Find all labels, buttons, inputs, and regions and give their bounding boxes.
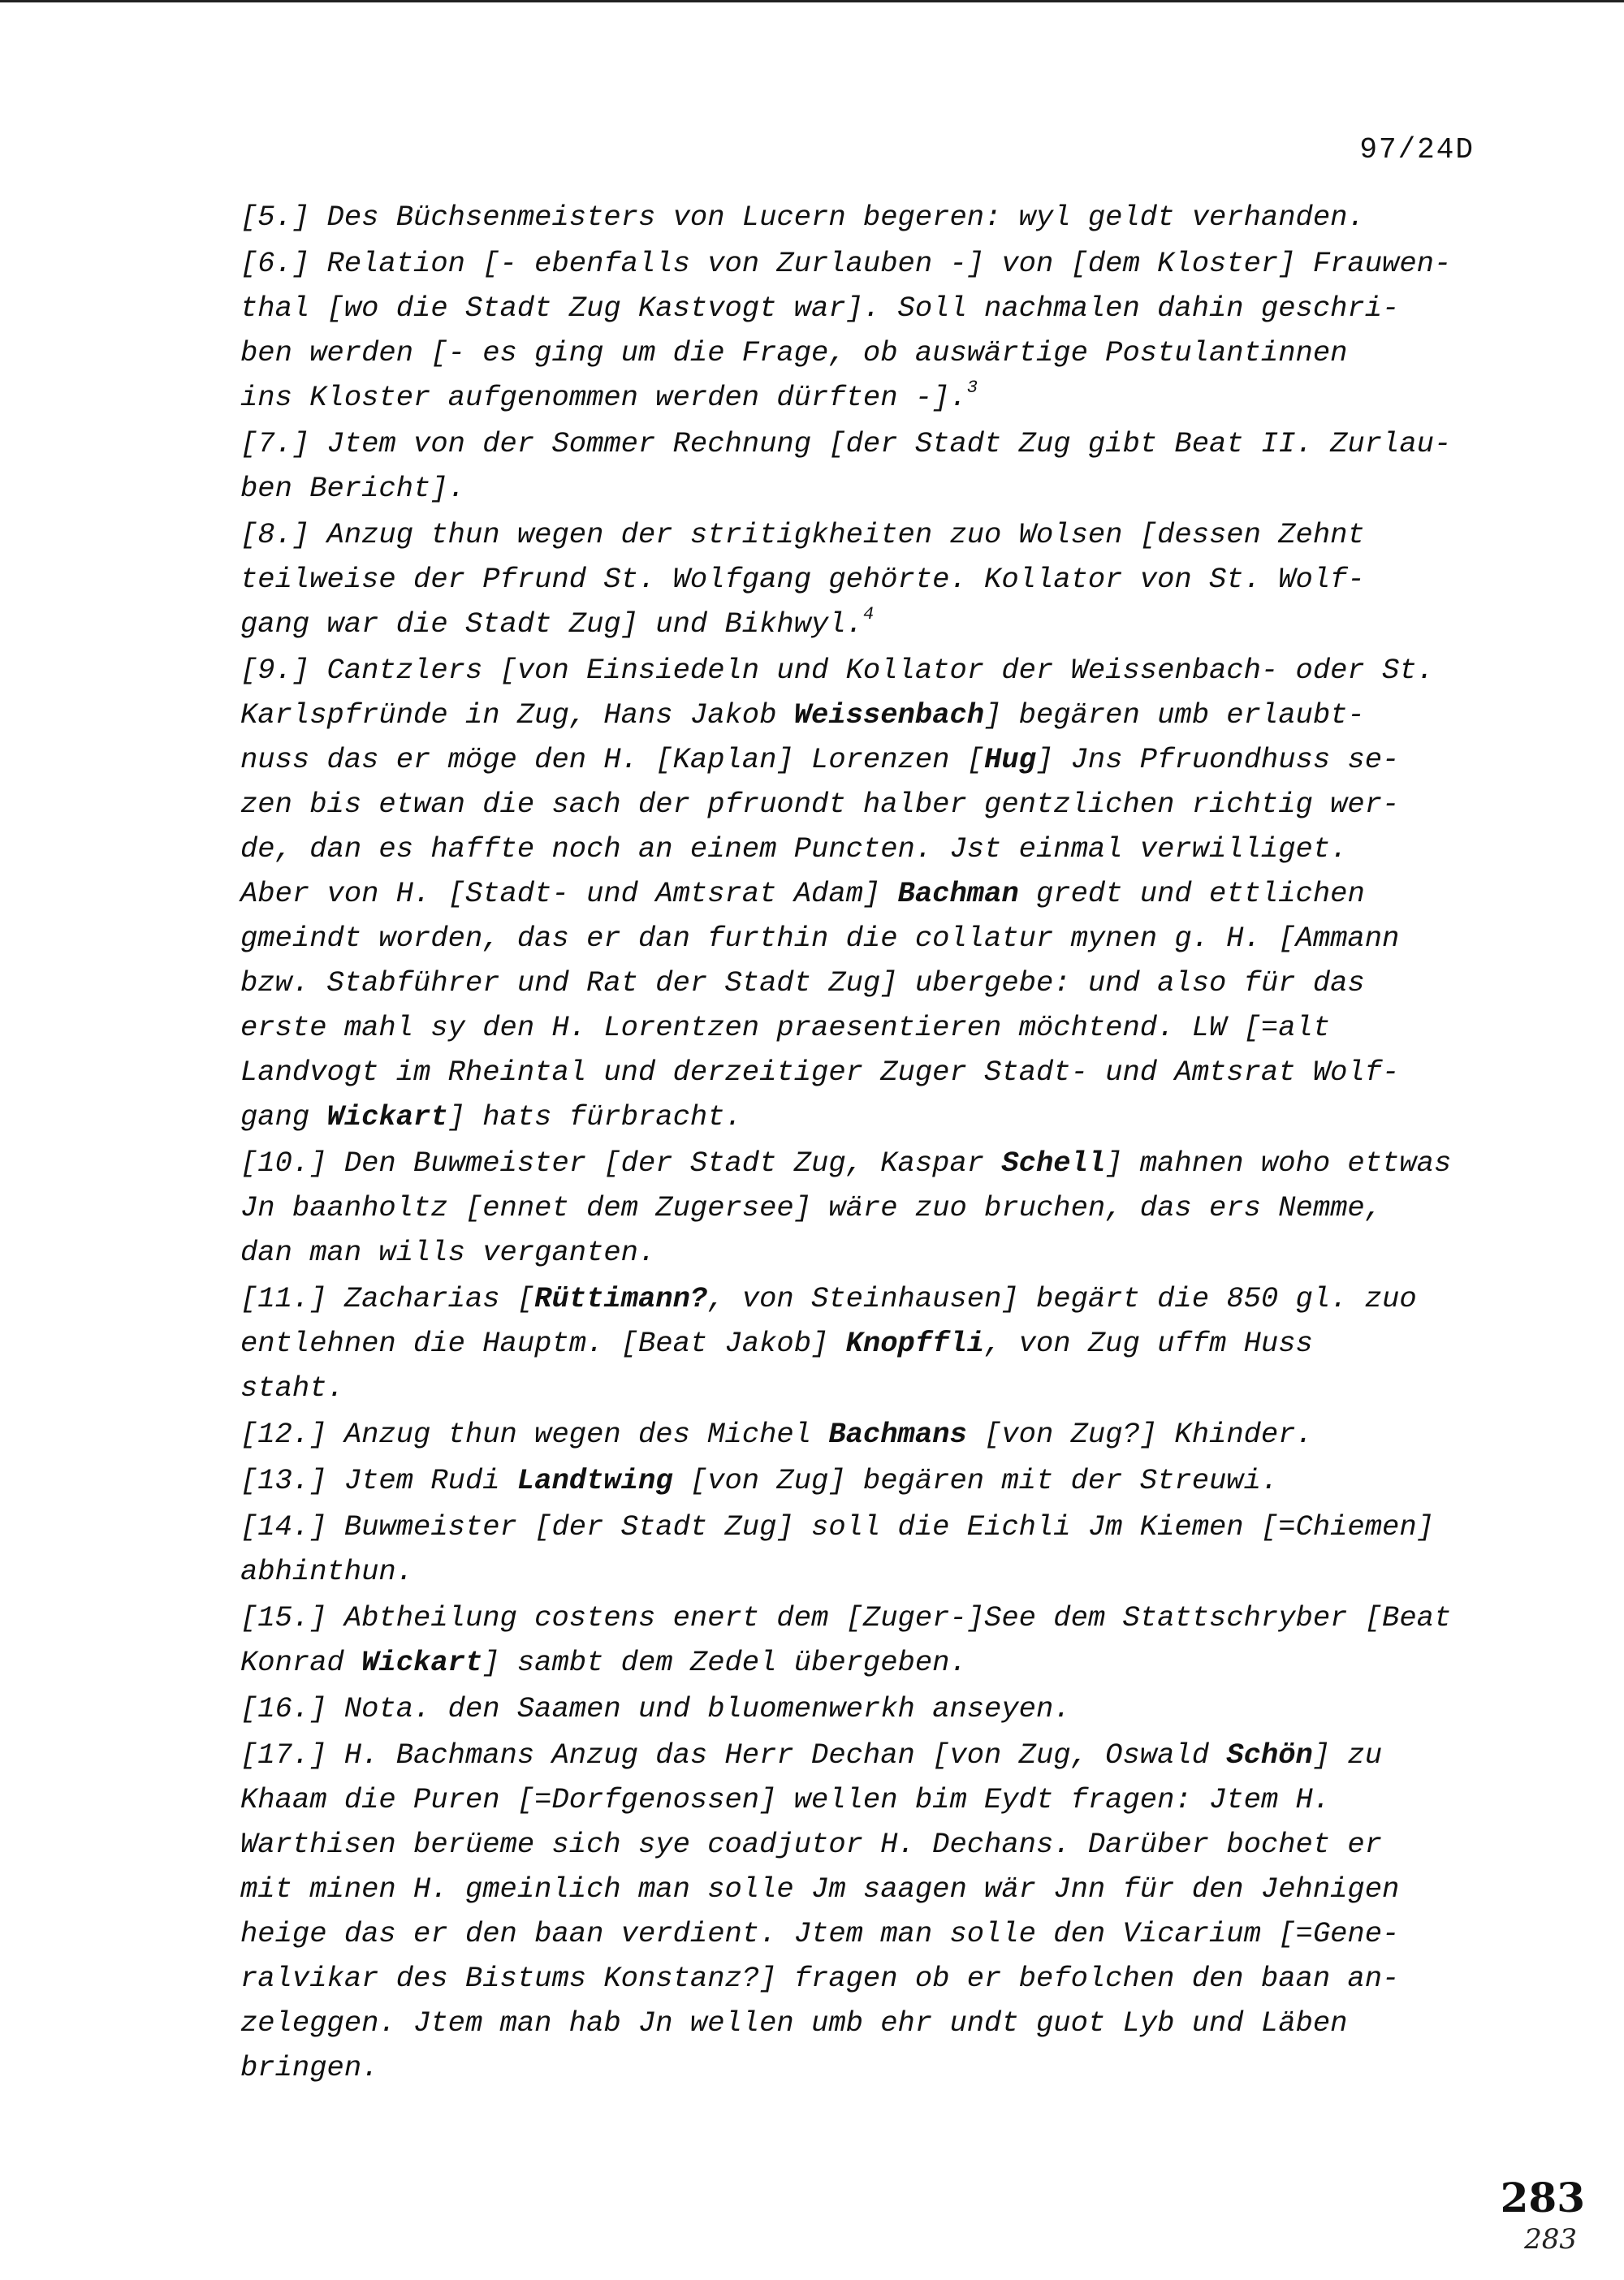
entry-line [240,1686,1483,1731]
entry-line [240,1050,1483,1095]
entry-line [240,1911,1483,1956]
text-segment: ] sambt dem Zedel übergeben. [482,1646,967,1679]
text-segment: [13.] Jtem Rudi [240,1464,517,1497]
text-segment: ] mahnen woho ettwas [1105,1146,1452,1180]
top-border [0,0,1624,2]
text-segment: bringen. [240,2051,379,2084]
entry-line [240,241,1483,286]
text-segment: Khaam die Puren [=Dorfgenossen] wellen bim Eydt fragen: Jtem H. [240,1783,1331,1816]
text-segment: Jn baanholtz [ennet dem Zugersee] wäre zuo bruchen, das ers Nemme, [240,1191,1383,1224]
folio-number: 283 [1500,2174,1585,2222]
text-segment: gmeindt worden, das er dan furthin die collatur mynen g. H. [Ammann [240,922,1400,955]
entry-line [240,1412,1483,1457]
entry-line [240,1185,1483,1230]
text-segment: ] zu [1312,1738,1383,1772]
entry-item [240,195,1483,240]
entry-line [240,330,1483,375]
text-segment: ben werden [- es ging um die Frage, ob auswärtige Postulantinnen [240,336,1348,369]
entry-item [240,1141,1483,1275]
bold-name: Landtwing [516,1464,673,1497]
entry-line [240,1956,1483,2001]
entry-line [240,602,1483,646]
text-segment: Warthisen berüeme sich sye coadjutor H. Dechans. Darüber bochet er [240,1828,1383,1861]
entry-line [240,1276,1483,1321]
entry-item [240,1412,1483,1457]
entry-line [240,648,1483,693]
entry-line [240,1005,1483,1050]
entry-line [240,1777,1483,1822]
text-segment: [12.] Anzug thun wegen des Michel [240,1418,829,1451]
text-segment: dan man wills verganten. [240,1236,656,1269]
text-segment: mit minen H. gmeinlich man solle Jm saagen wär Jnn für den Jehnigen [240,1872,1400,1906]
text-segment: Konrad [240,1646,362,1679]
text-segment: Aber von H. [Stadt- und Amtsrat Adam] [240,877,898,910]
text-segment: gang [240,1100,327,1134]
text-segment: [17.] H. Bachmans Anzug das Herr Dechan [von Zug, Oswald [240,1738,1227,1772]
text-segment: [5.] Des Büchsenmeisters von Lucern begeren: wyl geldt verhanden. [240,201,1365,234]
text-segment: teilweise der Pfrund St. Wolfgang gehörte. Kollator von St. Wolf- [240,563,1365,596]
bold-name: Bachman [897,877,1019,910]
bold-name: Knopffli [845,1327,985,1360]
entry-line [240,1321,1483,1366]
text-segment: ] Jns Pfruondhuss se- [1035,743,1400,776]
entry-item [240,648,1483,1139]
entry-line [240,1733,1483,1777]
bold-name: Schell [1001,1146,1106,1180]
text-segment: [10.] Den Buwmeister [der Stadt Zug, Kaspar [240,1146,1002,1180]
text-segment: Landvogt im Rheintal und derzeitiger Zuger Stadt- und Amtsrat Wolf- [240,1056,1400,1089]
entry-line [240,693,1483,737]
entry-line [240,1458,1483,1503]
entry-line [240,1596,1483,1640]
entry-line [240,286,1483,330]
entry-line [240,1867,1483,1911]
entry-line [240,2045,1483,2090]
text-segment: ] begären umb erlaubt- [984,698,1365,732]
text-segment: [von Zug?] Khinder. [966,1418,1313,1451]
text-segment: bzw. Stabführer und Rat der Stadt Zug] ubergebe: und also für das [240,966,1365,1000]
text-segment: abhinthun. [240,1555,414,1588]
text-segment: ] hats fürbracht. [447,1100,742,1134]
text-segment: entlehnen die Hauptm. [Beat Jakob] [240,1327,846,1360]
entry-item [240,512,1483,646]
entry-item [240,1596,1483,1685]
text-segment: erste mahl sy den H. Lorentzen praesentieren möchtend. LW [=alt [240,1011,1331,1044]
text-segment: [von Zug] begären mit der Streuwi. [672,1464,1279,1497]
entry-item [240,241,1483,420]
text-segment: [6.] Relation [- ebenfalls von Zurlauben -] von [dem Kloster] Frauwen- [240,247,1452,280]
text-segment: zen bis etwan die sach der pfruondt halber gentzlichen richtig wer- [240,788,1400,821]
entry-line [240,1505,1483,1549]
entry-item [240,1276,1483,1410]
bold-name: Rüttimann? [534,1282,708,1315]
entry-line [240,1366,1483,1410]
entry-line [240,512,1483,557]
text-segment: staht. [240,1371,344,1405]
entry-line [240,421,1483,466]
entry-item [240,1733,1483,2090]
text-segment: ben Bericht]. [240,472,465,505]
entry-line [240,782,1483,827]
entry-line [240,827,1483,871]
entry-item [240,1505,1483,1594]
folio-number-small: 283 [1524,2223,1577,2256]
entries-list [240,195,1483,2092]
text-segment: gang war die Stadt Zug] und Bikhwyl. [240,607,863,641]
text-segment: [16.] Nota. den Saamen und bluomenwerkh anseyen. [240,1692,1071,1725]
text-segment: ralvikar des Bistums Konstanz?] fragen ob er befolchen den baan an- [240,1962,1400,1995]
entry-line [240,871,1483,916]
entry-line [240,1230,1483,1275]
footnote-marker: 3 [966,378,978,398]
bold-name: Hug [984,743,1036,776]
entry-line [240,2001,1483,2045]
entry-line [240,1822,1483,1867]
bold-name: Weissenbach [793,698,985,732]
entry-line [240,375,1483,420]
footnote-marker: 4 [862,604,875,624]
text-segment: zeleggen. Jtem man hab Jn wellen umb ehr undt guot Lyb und Läben [240,2006,1348,2040]
text-segment: , von Zug uffm Huss [984,1327,1313,1360]
text-segment: heige das er den baan verdient. Jtem man solle den Vicarium [=Gene- [240,1917,1400,1950]
entry-line [240,1640,1483,1685]
entry-line [240,1141,1483,1185]
bold-name: Bachmans [828,1418,967,1451]
entry-line [240,557,1483,602]
text-segment: [9.] Cantzlers [von Einsiedeln und Kollator der Weissenbach- oder St. [240,654,1434,687]
bold-name: Schön [1226,1738,1313,1772]
text-segment: Karlspfründe in Zug, Hans Jakob [240,698,794,732]
entry-line [240,916,1483,961]
entry-line [240,961,1483,1005]
entry-item [240,1458,1483,1503]
text-segment: nuss das er möge den H. [Kaplan] Lorenzen [ [240,743,985,776]
text-segment: gredt und ettlichen [1018,877,1365,910]
text-segment: [8.] Anzug thun wegen der stritigkheiten zuo Wolsen [dessen Zehnt [240,518,1365,551]
text-segment: [14.] Buwmeister [der Stadt Zug] soll die Eichli Jm Kiemen [=Chiemen] [240,1510,1434,1544]
entry-line [240,737,1483,782]
bold-name: Wickart [326,1100,448,1134]
entry-line [240,1549,1483,1594]
page-reference: 97/24D [1359,133,1475,166]
text-segment: de, dan es haffte noch an einem Puncten. Jst einmal verwilliget. [240,832,1348,866]
text-segment: [15.] Abtheilung costens enert dem [Zuger-]See dem Stattschryber [Beat [240,1601,1452,1634]
text-segment: , von Steinhausen] begärt die 850 gl. zuo [707,1282,1417,1315]
text-segment: [7.] Jtem von der Sommer Rechnung [der Stadt Zug gibt Beat II. Zurlau- [240,427,1452,460]
text-segment: thal [wo die Stadt Zug Kastvogt war]. Soll nachmalen dahin geschri- [240,291,1400,325]
entry-item [240,421,1483,511]
bold-name: Wickart [361,1646,483,1679]
text-segment: ins Kloster aufgenommen werden dürften -]. [240,381,967,414]
entry-line [240,466,1483,511]
text-segment: [11.] Zacharias [ [240,1282,535,1315]
entry-line [240,195,1483,240]
entry-item [240,1686,1483,1731]
entry-line [240,1095,1483,1139]
